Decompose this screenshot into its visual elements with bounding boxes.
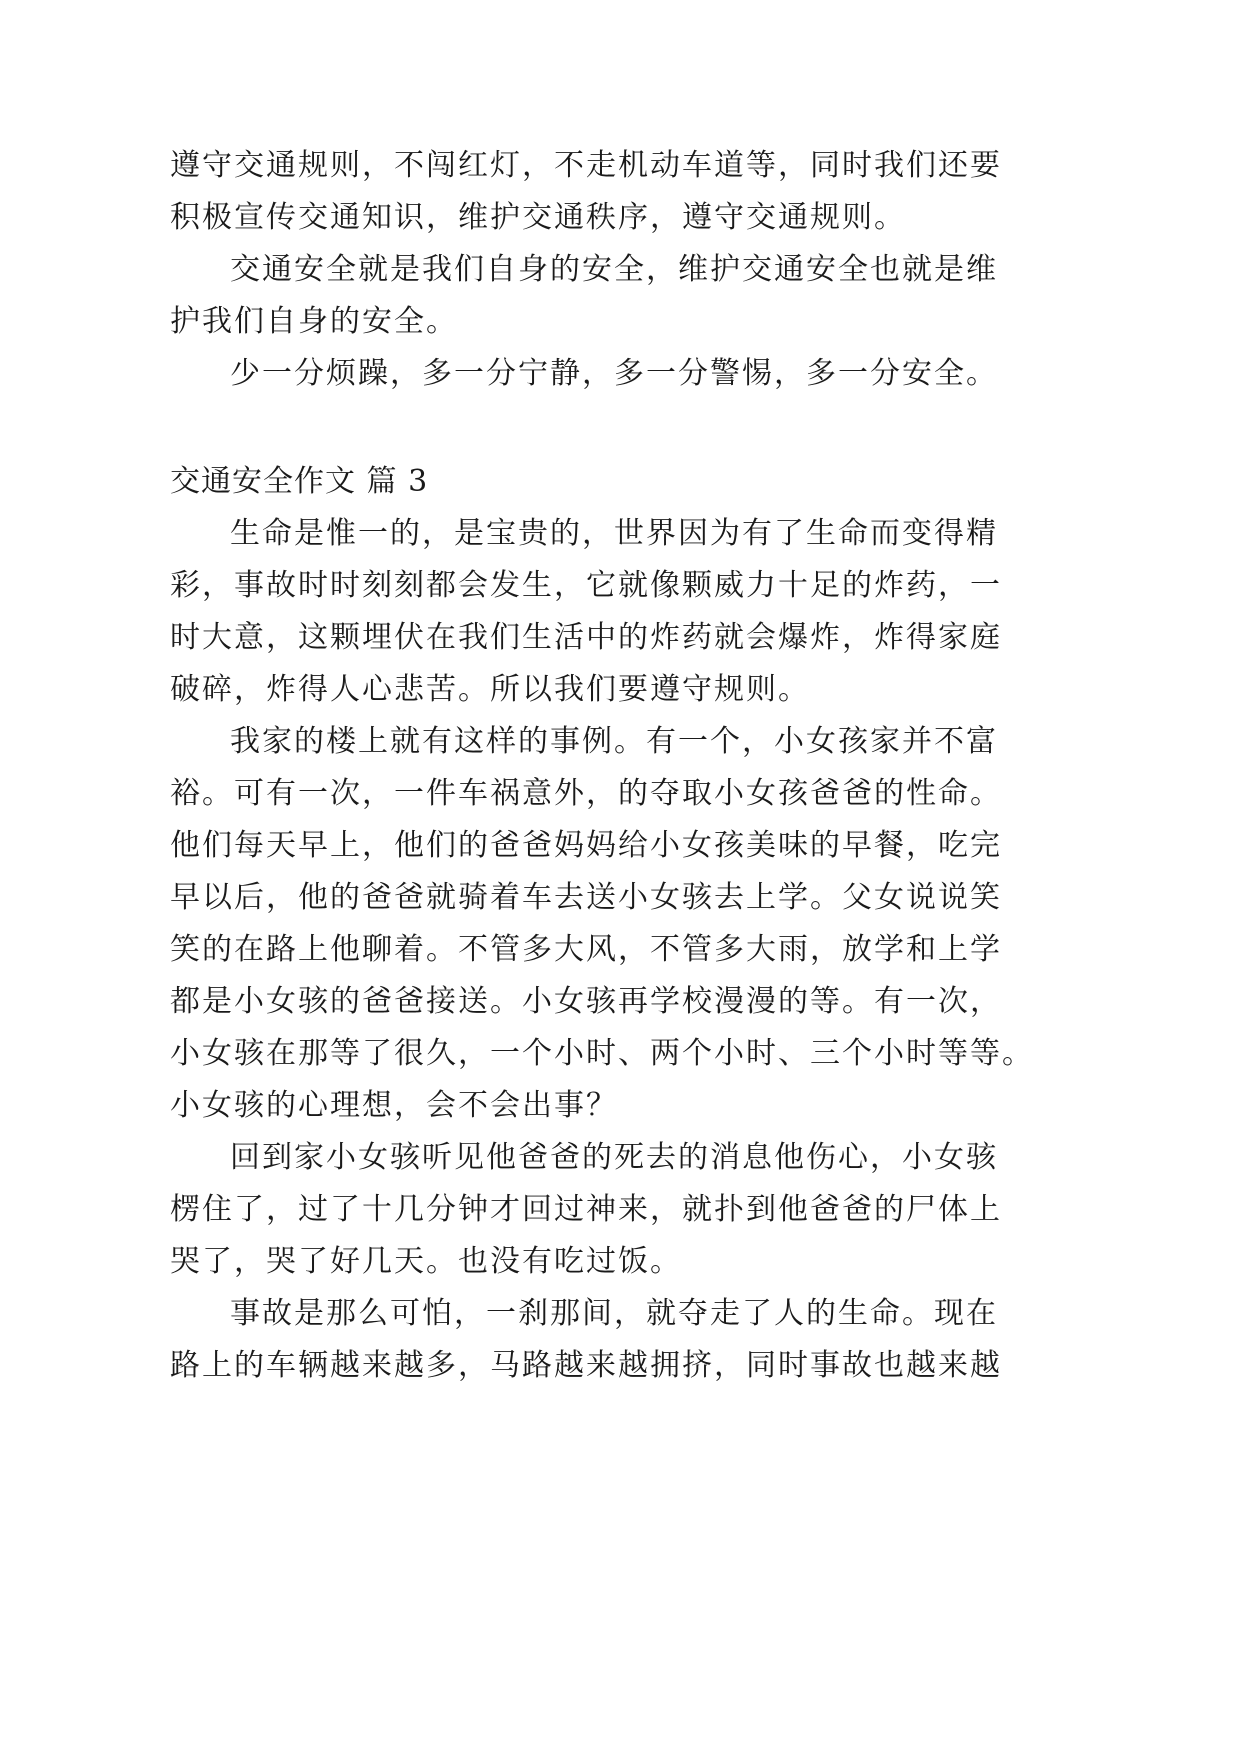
section-heading: 交通安全作文 篇 3 bbox=[170, 464, 429, 499]
text-line: 积极宣传交通知识，维护交通秩序，遵守交通规则。 bbox=[170, 200, 906, 235]
text-line: 楞住了，过了十几分钟才回过神来，就扑到他爸爸的尸体上 bbox=[170, 1192, 1002, 1227]
text-line: 回到家小女骇听见他爸爸的死去的消息他伤心，小女骇 bbox=[230, 1140, 998, 1175]
text-line: 小女骇在那等了很久，一个小时、两个小时、三个小时等等。 bbox=[170, 1036, 1034, 1071]
text-line: 裕。可有一次，一件车祸意外，的夺取小女孩爸爸的性命。 bbox=[170, 776, 1002, 811]
text-line: 我家的楼上就有这样的事例。有一个，小女孩家并不富 bbox=[230, 724, 998, 759]
text-line: 早以后，他的爸爸就骑着车去送小女骇去上学。父女说说笑 bbox=[170, 880, 1002, 915]
text-line: 笑的在路上他聊着。不管多大风，不管多大雨，放学和上学 bbox=[170, 932, 1002, 967]
text-line: 事故是那么可怕，一刹那间，就夺走了人的生命。现在 bbox=[230, 1296, 998, 1331]
text-line: 遵守交通规则，不闯红灯，不走机动车道等，同时我们还要 bbox=[170, 148, 1002, 183]
text-line: 护我们自身的安全。 bbox=[170, 304, 458, 339]
text-line: 破碎，炸得人心悲苦。所以我们要遵守规则。 bbox=[170, 672, 810, 707]
text-line: 路上的车辆越来越多，马路越来越拥挤，同时事故也越来越 bbox=[170, 1348, 1002, 1383]
text-line: 生命是惟一的，是宝贵的，世界因为有了生命而变得精 bbox=[230, 516, 998, 551]
text-line: 他们每天早上，他们的爸爸妈妈给小女孩美味的早餐，吃完 bbox=[170, 828, 1002, 863]
text-line: 彩，事故时时刻刻都会发生，它就像颗威力十足的炸药，一 bbox=[170, 568, 1002, 603]
text-line: 少一分烦躁，多一分宁静，多一分警惕，多一分安全。 bbox=[230, 356, 998, 391]
text-line: 交通安全就是我们自身的安全，维护交通安全也就是维 bbox=[230, 252, 998, 287]
text-line: 小女骇的心理想，会不会出事？ bbox=[170, 1088, 618, 1123]
text-line: 时大意，这颗埋伏在我们生活中的炸药就会爆炸，炸得家庭 bbox=[170, 620, 1002, 655]
text-line: 哭了，哭了好几天。也没有吃过饭。 bbox=[170, 1244, 682, 1279]
text-line: 都是小女骇的爸爸接送。小女骇再学校漫漫的等。有一次， bbox=[170, 984, 1002, 1019]
